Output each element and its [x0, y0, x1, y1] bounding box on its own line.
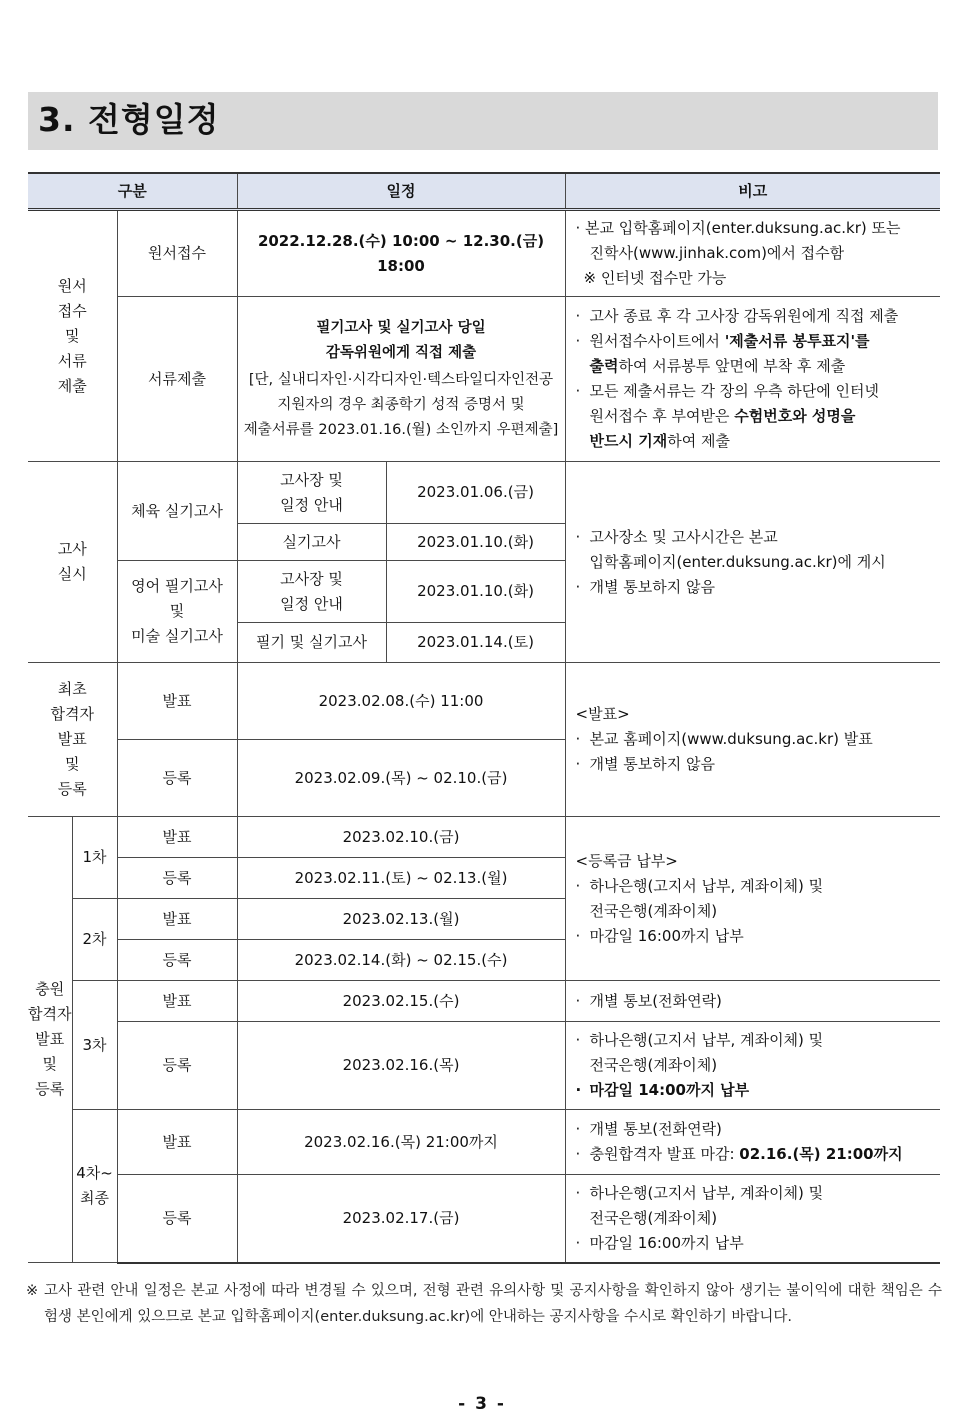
note-line: · 개별 통보하지 않음 [575, 577, 715, 596]
note-line: · 개별 통보하지 않음 [575, 755, 715, 773]
round-3-payment-notes [565, 1022, 940, 1110]
round-4-register-label: 등록 [117, 1175, 237, 1263]
round-2-register-date: 2023.02.14.(화) ~ 02.15.(수) [237, 940, 565, 981]
round-3-label: 3차 [72, 981, 117, 1110]
group-additional-admission: 충원 합격자 발표 및 등록 [28, 817, 72, 1263]
round-3-register-label: 등록 [117, 1022, 237, 1110]
schedule-table [28, 172, 940, 1264]
round-2-register-label: 등록 [117, 940, 237, 981]
exam-notes [565, 462, 940, 663]
round-2-label: 2차 [72, 899, 117, 981]
pe-practical-date: 2023.01.10.(화) [386, 524, 565, 561]
pe-exam-label: 체육 실기고사 [117, 462, 237, 561]
table-header-row [28, 173, 940, 210]
group-application: 원서 접수 및 서류 제출 [28, 210, 117, 462]
note-line: · 개별 통보(전화연락) [575, 991, 722, 1010]
reference-mark-icon: ※ [26, 1283, 39, 1299]
first-register-date: 2023.02.09.(목) ~ 02.10.(금) [237, 740, 565, 817]
row-label-document-submission: 서류제출 [117, 297, 237, 462]
table-row [28, 817, 940, 858]
note-head: <발표> [575, 705, 630, 723]
header-remarks: 비고 [565, 173, 940, 210]
art-written-practical-date: 2023.01.14.(토) [386, 623, 565, 663]
pe-guide-date: 2023.01.06.(금) [386, 462, 565, 524]
section-title: 3. 전형일정 [38, 100, 220, 139]
round-1-announce-date: 2023.02.10.(금) [237, 817, 565, 858]
round-4-label: 4차~ 최종 [72, 1110, 117, 1263]
group-exam: 고사 실시 [28, 462, 117, 663]
round-3-announce-label: 발표 [117, 981, 237, 1022]
table-row [28, 1110, 940, 1175]
note-line: · 본교 홈페이지(www.duksung.ac.kr) 발표 [575, 730, 873, 748]
note-line: · 모든 제출서류는 각 장의 우측 하단에 인터넷 원서접수 후 부여받은 수험번호와 성명을 반드시 기재하여 제출 [575, 382, 879, 450]
round-2-announce-label: 발표 [117, 899, 237, 940]
note-line: · 본교 입학홈페이지(enter.duksung.ac.kr) 또는 [575, 219, 901, 237]
note-line: · 하나은행(고지서 납부, 계좌이체) 및 전국은행(계좌이체) [575, 1031, 824, 1074]
pe-guide-label: 고사장 및 일정 안내 [237, 462, 386, 524]
note-line: · 하나은행(고지서 납부, 계좌이체) 및 전국은행(계좌이체) [575, 1183, 824, 1227]
round-1-register-label: 등록 [117, 858, 237, 899]
art-guide-label: 고사장 및 일정 안내 [237, 561, 386, 623]
first-announce-date: 2023.02.08.(수) 11:00 [237, 663, 565, 740]
table-row [28, 1175, 940, 1263]
first-register-label: 등록 [117, 740, 237, 817]
table-row [28, 297, 940, 462]
document-submission-notes [565, 297, 940, 462]
page-number: - 3 - [458, 1394, 506, 1414]
table-row [28, 210, 940, 297]
first-announce-label: 발표 [117, 663, 237, 740]
document-submission-schedule [237, 297, 565, 462]
note-line: · 개별 통보(전화연락) [575, 1120, 722, 1138]
docs-line: 제출서류를 2023.01.16.(월) 소인까지 우편제출] [243, 421, 559, 438]
header-category: 구분 [28, 173, 237, 210]
table-row [28, 981, 940, 1022]
round-1-announce-label: 발표 [117, 817, 237, 858]
note-line: ※ 인터넷 접수만 가능 [583, 269, 727, 287]
note-line: · 충원합격자 발표 마감: 02.16.(목) 21:00까지 [575, 1145, 903, 1163]
table-row [28, 462, 940, 524]
round-4-announce-date: 2023.02.16.(목) 21:00까지 [237, 1110, 565, 1175]
note-line: · 하나은행(고지서 납부, 계좌이체) 및 전국은행(계좌이체) [575, 876, 824, 920]
round-1-register-date: 2023.02.11.(토) ~ 02.13.(월) [237, 858, 565, 899]
note-line: · 원서접수사이트에서 '제출서류 봉투표지'를 출력하여 서류봉투 앞면에 부착 후 제출 [575, 332, 870, 375]
note-line: · 고사 종료 후 각 고사장 감독위원에게 직접 제출 [575, 307, 899, 325]
round-4-payment-notes [565, 1175, 940, 1263]
round-3-register-date: 2023.02.16.(목) [237, 1022, 565, 1110]
header-schedule: 일정 [237, 173, 565, 210]
online-application-date: 2022.12.28.(수) 10:00 ~ 12.30.(금) 18:00 [237, 210, 565, 297]
section-title-bar [28, 92, 938, 150]
art-guide-date: 2023.01.10.(화) [386, 561, 565, 623]
table-row [28, 1022, 940, 1110]
pe-practical-label: 실기고사 [237, 524, 386, 561]
round-4-announce-label: 발표 [117, 1110, 237, 1175]
online-application-notes [565, 210, 940, 297]
docs-line: 필기고사 및 실기고사 당일 [316, 319, 486, 336]
round-4-register-date: 2023.02.17.(금) [237, 1175, 565, 1263]
round-3-announce-note [565, 981, 940, 1022]
payment-notes [565, 817, 940, 981]
row-label-online-application: 원서접수 [117, 210, 237, 297]
round-2-announce-date: 2023.02.13.(월) [237, 899, 565, 940]
docs-line: 감독위원에게 직접 제출 [325, 344, 477, 361]
docs-line: 지원자의 경우 최종학기 성적 증명서 및 [277, 396, 525, 413]
docs-line: [단, 실내디자인·시각디자인·텍스타일디자인전공 [248, 371, 554, 388]
art-exam-label: 영어 필기고사 및 미술 실기고사 [117, 561, 237, 663]
first-admission-notes [565, 663, 940, 817]
art-written-practical-label: 필기 및 실기고사 [237, 623, 386, 663]
note-line: · 고사장소 및 고사시간은 본교 입학홈페이지(enter.duksung.ac.kr)에 게시 [575, 527, 886, 571]
round-1-label: 1차 [72, 817, 117, 899]
table-row [28, 663, 940, 740]
note-line: · 마감일 14:00까지 납부 [575, 1081, 750, 1099]
round-3-announce-date: 2023.02.15.(수) [237, 981, 565, 1022]
footnote [26, 1278, 942, 1330]
group-first-admission: 최초 합격자 발표 및 등록 [28, 663, 117, 817]
note-head: <등록금 납부> [575, 851, 678, 870]
round-4-announce-notes [565, 1110, 940, 1175]
note-line: 진학사(www.jinhak.com)에서 접수함 [589, 244, 845, 262]
note-line: · 마감일 16:00까지 납부 [575, 926, 744, 945]
footnote-text: 고사 관련 안내 일정은 본교 사정에 따라 변경될 수 있으며, 전형 관련 유의사항 및 공지사항을 확인하지 않아 생기는 불이익에 대한 책임은 수험생 본인에게 있으므로 본교 입학홈페이지(enter.duksung.ac.kr)에 안내하는 공지사항을 수시로 확인하기 바랍니다. [44, 1283, 942, 1325]
note-line: · 마감일 16:00까지 납부 [575, 1233, 744, 1252]
